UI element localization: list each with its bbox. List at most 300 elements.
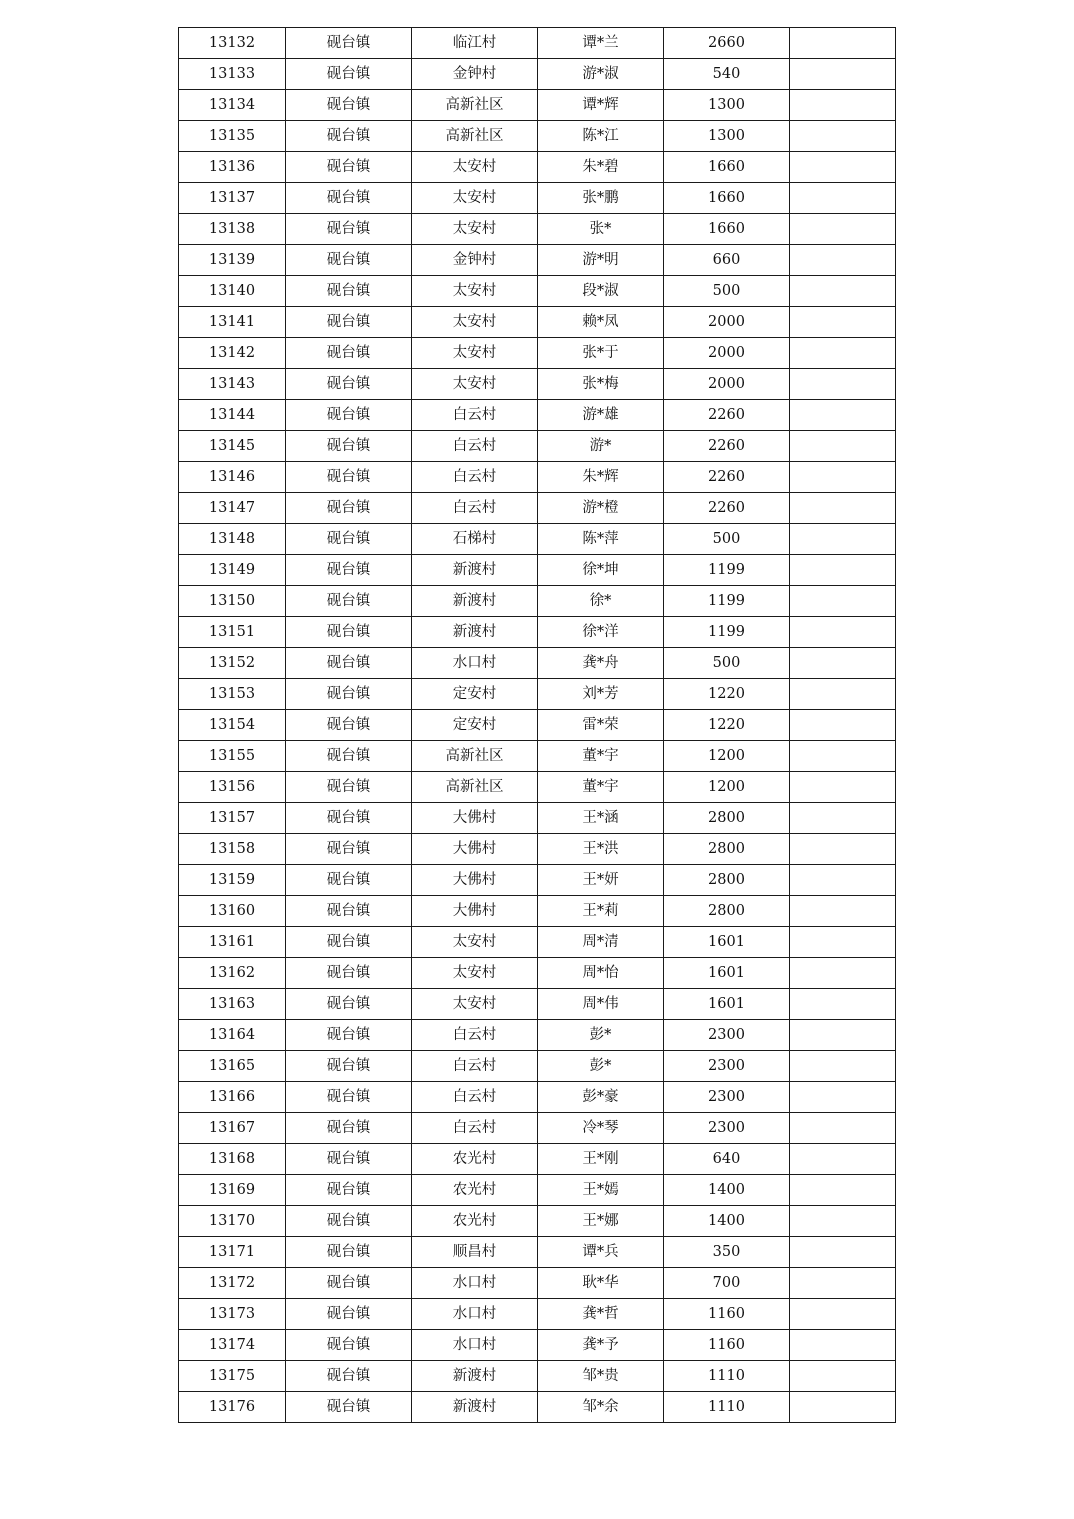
town-cell: 砚台镇 <box>286 1144 412 1175</box>
town-cell: 砚台镇 <box>286 710 412 741</box>
amount-cell: 1160 <box>664 1330 790 1361</box>
note-cell <box>790 989 896 1020</box>
amount-cell: 1300 <box>664 90 790 121</box>
name-cell: 游*明 <box>538 245 664 276</box>
table-row <box>179 1299 896 1330</box>
town-cell: 砚台镇 <box>286 338 412 369</box>
name-cell: 张*于 <box>538 338 664 369</box>
table-row <box>179 648 896 679</box>
serial-number-cell: 13142 <box>179 338 286 369</box>
note-cell <box>790 586 896 617</box>
town-cell: 砚台镇 <box>286 307 412 338</box>
note-cell <box>790 1206 896 1237</box>
village-cell: 高新社区 <box>412 741 538 772</box>
name-cell: 谭*兵 <box>538 1237 664 1268</box>
name-cell: 徐*坤 <box>538 555 664 586</box>
name-cell: 徐* <box>538 586 664 617</box>
amount-cell: 500 <box>664 276 790 307</box>
table-row <box>179 1330 896 1361</box>
note-cell <box>790 1299 896 1330</box>
table-row <box>179 121 896 152</box>
amount-cell: 2260 <box>664 431 790 462</box>
village-cell: 水口村 <box>412 648 538 679</box>
table-row <box>179 958 896 989</box>
name-cell: 彭* <box>538 1020 664 1051</box>
name-cell: 陈*江 <box>538 121 664 152</box>
name-cell: 游* <box>538 431 664 462</box>
town-cell: 砚台镇 <box>286 834 412 865</box>
village-cell: 高新社区 <box>412 121 538 152</box>
serial-number-cell: 13163 <box>179 989 286 1020</box>
serial-number-cell: 13176 <box>179 1392 286 1423</box>
serial-number-cell: 13158 <box>179 834 286 865</box>
name-cell: 王*妍 <box>538 865 664 896</box>
village-cell: 农光村 <box>412 1206 538 1237</box>
name-cell: 谭*辉 <box>538 90 664 121</box>
amount-cell: 2800 <box>664 865 790 896</box>
name-cell: 董*宇 <box>538 741 664 772</box>
town-cell: 砚台镇 <box>286 400 412 431</box>
note-cell <box>790 276 896 307</box>
table-row <box>179 1206 896 1237</box>
village-cell: 定安村 <box>412 679 538 710</box>
village-cell: 太安村 <box>412 369 538 400</box>
amount-cell: 1601 <box>664 958 790 989</box>
note-cell <box>790 90 896 121</box>
note-cell <box>790 431 896 462</box>
village-cell: 白云村 <box>412 1051 538 1082</box>
table-row <box>179 431 896 462</box>
note-cell <box>790 772 896 803</box>
name-cell: 朱*辉 <box>538 462 664 493</box>
village-cell: 定安村 <box>412 710 538 741</box>
serial-number-cell: 13139 <box>179 245 286 276</box>
note-cell <box>790 369 896 400</box>
serial-number-cell: 13138 <box>179 214 286 245</box>
table-row <box>179 338 896 369</box>
table-row <box>179 245 896 276</box>
note-cell <box>790 896 896 927</box>
note-cell <box>790 307 896 338</box>
amount-cell: 2260 <box>664 400 790 431</box>
amount-cell: 1660 <box>664 152 790 183</box>
serial-number-cell: 13174 <box>179 1330 286 1361</box>
town-cell: 砚台镇 <box>286 803 412 834</box>
amount-cell: 1400 <box>664 1206 790 1237</box>
serial-number-cell: 13136 <box>179 152 286 183</box>
table-row <box>179 1113 896 1144</box>
name-cell: 张*梅 <box>538 369 664 400</box>
town-cell: 砚台镇 <box>286 214 412 245</box>
note-cell <box>790 803 896 834</box>
name-cell: 游*淑 <box>538 59 664 90</box>
name-cell: 王*涵 <box>538 803 664 834</box>
amount-cell: 1220 <box>664 679 790 710</box>
table-row <box>179 152 896 183</box>
town-cell: 砚台镇 <box>286 772 412 803</box>
name-cell: 邹*余 <box>538 1392 664 1423</box>
village-cell: 新渡村 <box>412 555 538 586</box>
village-cell: 太安村 <box>412 958 538 989</box>
amount-cell: 2300 <box>664 1113 790 1144</box>
note-cell <box>790 493 896 524</box>
village-cell: 白云村 <box>412 493 538 524</box>
table-row <box>179 803 896 834</box>
table-row <box>179 710 896 741</box>
village-cell: 白云村 <box>412 400 538 431</box>
serial-number-cell: 13144 <box>179 400 286 431</box>
town-cell: 砚台镇 <box>286 1082 412 1113</box>
amount-cell: 1160 <box>664 1299 790 1330</box>
serial-number-cell: 13171 <box>179 1237 286 1268</box>
note-cell <box>790 1113 896 1144</box>
serial-number-cell: 13152 <box>179 648 286 679</box>
name-cell: 游*橙 <box>538 493 664 524</box>
note-cell <box>790 245 896 276</box>
name-cell: 耿*华 <box>538 1268 664 1299</box>
village-cell: 新渡村 <box>412 617 538 648</box>
note-cell <box>790 1237 896 1268</box>
amount-cell: 640 <box>664 1144 790 1175</box>
table-row <box>179 307 896 338</box>
name-cell: 王*嫣 <box>538 1175 664 1206</box>
serial-number-cell: 13147 <box>179 493 286 524</box>
note-cell <box>790 555 896 586</box>
serial-number-cell: 13151 <box>179 617 286 648</box>
name-cell: 王*莉 <box>538 896 664 927</box>
town-cell: 砚台镇 <box>286 1237 412 1268</box>
serial-number-cell: 13155 <box>179 741 286 772</box>
table-row <box>179 834 896 865</box>
table-row <box>179 555 896 586</box>
amount-cell: 2300 <box>664 1082 790 1113</box>
name-cell: 张*鹏 <box>538 183 664 214</box>
village-cell: 太安村 <box>412 152 538 183</box>
amount-cell: 2800 <box>664 803 790 834</box>
town-cell: 砚台镇 <box>286 121 412 152</box>
serial-number-cell: 13164 <box>179 1020 286 1051</box>
name-cell: 龚*予 <box>538 1330 664 1361</box>
village-cell: 石梯村 <box>412 524 538 555</box>
name-cell: 陈*萍 <box>538 524 664 555</box>
name-cell: 周*伟 <box>538 989 664 1020</box>
amount-cell: 2800 <box>664 834 790 865</box>
name-cell: 王*娜 <box>538 1206 664 1237</box>
amount-cell: 1199 <box>664 586 790 617</box>
town-cell: 砚台镇 <box>286 1175 412 1206</box>
note-cell <box>790 338 896 369</box>
name-cell: 朱*碧 <box>538 152 664 183</box>
town-cell: 砚台镇 <box>286 927 412 958</box>
town-cell: 砚台镇 <box>286 989 412 1020</box>
town-cell: 砚台镇 <box>286 431 412 462</box>
serial-number-cell: 13150 <box>179 586 286 617</box>
serial-number-cell: 13165 <box>179 1051 286 1082</box>
serial-number-cell: 13162 <box>179 958 286 989</box>
amount-cell: 1200 <box>664 772 790 803</box>
note-cell <box>790 183 896 214</box>
note-cell <box>790 958 896 989</box>
note-cell <box>790 214 896 245</box>
table-row <box>179 896 896 927</box>
town-cell: 砚台镇 <box>286 1392 412 1423</box>
village-cell: 太安村 <box>412 276 538 307</box>
amount-cell: 1660 <box>664 214 790 245</box>
table-row <box>179 369 896 400</box>
table-row <box>179 586 896 617</box>
village-cell: 太安村 <box>412 307 538 338</box>
table-row <box>179 183 896 214</box>
serial-number-cell: 13166 <box>179 1082 286 1113</box>
table-row <box>179 865 896 896</box>
name-cell: 雷*荣 <box>538 710 664 741</box>
name-cell: 徐*洋 <box>538 617 664 648</box>
town-cell: 砚台镇 <box>286 648 412 679</box>
town-cell: 砚台镇 <box>286 1268 412 1299</box>
serial-number-cell: 13153 <box>179 679 286 710</box>
village-cell: 金钟村 <box>412 59 538 90</box>
table-row <box>179 679 896 710</box>
town-cell: 砚台镇 <box>286 1206 412 1237</box>
note-cell <box>790 1020 896 1051</box>
table-row <box>179 493 896 524</box>
amount-cell: 2660 <box>664 28 790 59</box>
note-cell <box>790 1051 896 1082</box>
town-cell: 砚台镇 <box>286 493 412 524</box>
village-cell: 高新社区 <box>412 772 538 803</box>
town-cell: 砚台镇 <box>286 462 412 493</box>
name-cell: 冷*琴 <box>538 1113 664 1144</box>
table-row <box>179 276 896 307</box>
village-cell: 大佛村 <box>412 896 538 927</box>
village-cell: 水口村 <box>412 1299 538 1330</box>
amount-cell: 2260 <box>664 493 790 524</box>
serial-number-cell: 13160 <box>179 896 286 927</box>
amount-cell: 350 <box>664 1237 790 1268</box>
amount-cell: 1300 <box>664 121 790 152</box>
serial-number-cell: 13156 <box>179 772 286 803</box>
amount-cell: 1110 <box>664 1361 790 1392</box>
town-cell: 砚台镇 <box>286 59 412 90</box>
serial-number-cell: 13143 <box>179 369 286 400</box>
table-row <box>179 400 896 431</box>
table-row <box>179 524 896 555</box>
village-cell: 临江村 <box>412 28 538 59</box>
serial-number-cell: 13141 <box>179 307 286 338</box>
name-cell: 刘*芳 <box>538 679 664 710</box>
name-cell: 王*刚 <box>538 1144 664 1175</box>
serial-number-cell: 13133 <box>179 59 286 90</box>
village-cell: 太安村 <box>412 927 538 958</box>
table-row <box>179 1051 896 1082</box>
town-cell: 砚台镇 <box>286 617 412 648</box>
town-cell: 砚台镇 <box>286 1361 412 1392</box>
table-row <box>179 989 896 1020</box>
village-cell: 大佛村 <box>412 803 538 834</box>
town-cell: 砚台镇 <box>286 183 412 214</box>
serial-number-cell: 13140 <box>179 276 286 307</box>
note-cell <box>790 741 896 772</box>
name-cell: 周*怡 <box>538 958 664 989</box>
table-row <box>179 1020 896 1051</box>
amount-cell: 500 <box>664 524 790 555</box>
serial-number-cell: 13161 <box>179 927 286 958</box>
serial-number-cell: 13172 <box>179 1268 286 1299</box>
table-row <box>179 59 896 90</box>
village-cell: 新渡村 <box>412 1361 538 1392</box>
note-cell <box>790 152 896 183</box>
serial-number-cell: 13157 <box>179 803 286 834</box>
note-cell <box>790 59 896 90</box>
serial-number-cell: 13149 <box>179 555 286 586</box>
serial-number-cell: 13132 <box>179 28 286 59</box>
table-row <box>179 1082 896 1113</box>
amount-cell: 540 <box>664 59 790 90</box>
amount-cell: 1601 <box>664 927 790 958</box>
amount-cell: 1199 <box>664 617 790 648</box>
village-cell: 高新社区 <box>412 90 538 121</box>
serial-number-cell: 13148 <box>179 524 286 555</box>
note-cell <box>790 1361 896 1392</box>
amount-cell: 1110 <box>664 1392 790 1423</box>
village-cell: 大佛村 <box>412 834 538 865</box>
village-cell: 太安村 <box>412 989 538 1020</box>
name-cell: 张* <box>538 214 664 245</box>
table-row <box>179 1237 896 1268</box>
note-cell <box>790 617 896 648</box>
amount-cell: 500 <box>664 648 790 679</box>
name-cell: 谭*兰 <box>538 28 664 59</box>
serial-number-cell: 13137 <box>179 183 286 214</box>
note-cell <box>790 524 896 555</box>
serial-number-cell: 13173 <box>179 1299 286 1330</box>
note-cell <box>790 927 896 958</box>
note-cell <box>790 121 896 152</box>
village-cell: 白云村 <box>412 431 538 462</box>
amount-cell: 2000 <box>664 307 790 338</box>
table-row <box>179 772 896 803</box>
amount-cell: 2000 <box>664 338 790 369</box>
note-cell <box>790 1082 896 1113</box>
amount-cell: 1200 <box>664 741 790 772</box>
table-row <box>179 462 896 493</box>
table-row <box>179 1175 896 1206</box>
serial-number-cell: 13134 <box>179 90 286 121</box>
name-cell: 段*淑 <box>538 276 664 307</box>
town-cell: 砚台镇 <box>286 90 412 121</box>
town-cell: 砚台镇 <box>286 152 412 183</box>
village-cell: 太安村 <box>412 338 538 369</box>
amount-cell: 1199 <box>664 555 790 586</box>
name-cell: 彭* <box>538 1051 664 1082</box>
amount-cell: 2300 <box>664 1020 790 1051</box>
amount-cell: 660 <box>664 245 790 276</box>
note-cell <box>790 679 896 710</box>
amount-cell: 1400 <box>664 1175 790 1206</box>
amount-cell: 2800 <box>664 896 790 927</box>
village-cell: 白云村 <box>412 1082 538 1113</box>
town-cell: 砚台镇 <box>286 245 412 276</box>
town-cell: 砚台镇 <box>286 1113 412 1144</box>
town-cell: 砚台镇 <box>286 1020 412 1051</box>
serial-number-cell: 13145 <box>179 431 286 462</box>
table-row <box>179 927 896 958</box>
note-cell <box>790 400 896 431</box>
note-cell <box>790 1268 896 1299</box>
serial-number-cell: 13168 <box>179 1144 286 1175</box>
table-row <box>179 1144 896 1175</box>
town-cell: 砚台镇 <box>286 524 412 555</box>
note-cell <box>790 1144 896 1175</box>
serial-number-cell: 13169 <box>179 1175 286 1206</box>
amount-cell: 700 <box>664 1268 790 1299</box>
town-cell: 砚台镇 <box>286 741 412 772</box>
town-cell: 砚台镇 <box>286 276 412 307</box>
town-cell: 砚台镇 <box>286 679 412 710</box>
name-cell: 龚*哲 <box>538 1299 664 1330</box>
serial-number-cell: 13159 <box>179 865 286 896</box>
name-cell: 邹*贵 <box>538 1361 664 1392</box>
table-row <box>179 1268 896 1299</box>
note-cell <box>790 28 896 59</box>
town-cell: 砚台镇 <box>286 555 412 586</box>
village-cell: 农光村 <box>412 1144 538 1175</box>
village-cell: 白云村 <box>412 1020 538 1051</box>
name-cell: 游*雄 <box>538 400 664 431</box>
serial-number-cell: 13175 <box>179 1361 286 1392</box>
amount-cell: 2000 <box>664 369 790 400</box>
note-cell <box>790 462 896 493</box>
note-cell <box>790 710 896 741</box>
table-row <box>179 617 896 648</box>
town-cell: 砚台镇 <box>286 1330 412 1361</box>
village-cell: 水口村 <box>412 1268 538 1299</box>
name-cell: 王*洪 <box>538 834 664 865</box>
table-row <box>179 90 896 121</box>
name-cell: 彭*豪 <box>538 1082 664 1113</box>
note-cell <box>790 865 896 896</box>
amount-cell: 1660 <box>664 183 790 214</box>
table-row <box>179 28 896 59</box>
village-cell: 农光村 <box>412 1175 538 1206</box>
village-cell: 金钟村 <box>412 245 538 276</box>
table-row <box>179 214 896 245</box>
serial-number-cell: 13167 <box>179 1113 286 1144</box>
town-cell: 砚台镇 <box>286 1299 412 1330</box>
serial-number-cell: 13135 <box>179 121 286 152</box>
village-cell: 顺昌村 <box>412 1237 538 1268</box>
table-row <box>179 741 896 772</box>
serial-number-cell: 13154 <box>179 710 286 741</box>
roster-table-body <box>179 28 896 1423</box>
town-cell: 砚台镇 <box>286 865 412 896</box>
village-cell: 白云村 <box>412 1113 538 1144</box>
serial-number-cell: 13146 <box>179 462 286 493</box>
amount-cell: 1220 <box>664 710 790 741</box>
table-row <box>179 1361 896 1392</box>
note-cell <box>790 834 896 865</box>
village-cell: 太安村 <box>412 214 538 245</box>
roster-table <box>178 27 896 1423</box>
town-cell: 砚台镇 <box>286 28 412 59</box>
town-cell: 砚台镇 <box>286 1051 412 1082</box>
town-cell: 砚台镇 <box>286 586 412 617</box>
table-row <box>179 1392 896 1423</box>
village-cell: 水口村 <box>412 1330 538 1361</box>
note-cell <box>790 1392 896 1423</box>
village-cell: 白云村 <box>412 462 538 493</box>
town-cell: 砚台镇 <box>286 896 412 927</box>
